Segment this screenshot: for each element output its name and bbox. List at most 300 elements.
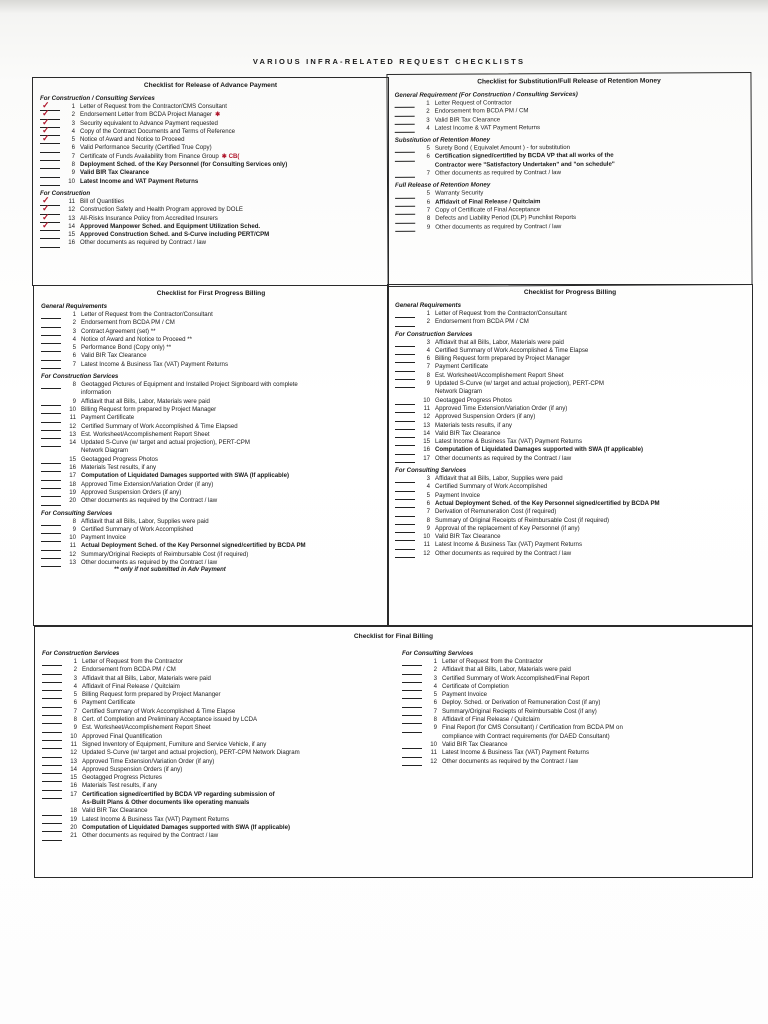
checkbox-blank-line[interactable] [40, 178, 60, 186]
checklist-item [41, 472, 388, 480]
checklist-item [395, 222, 751, 232]
item-number: 8 [426, 516, 430, 524]
item-number: 16 [69, 464, 76, 472]
checkbox-blank-line[interactable] [41, 352, 61, 360]
checklist-item [42, 724, 395, 732]
checklist-group [395, 467, 752, 558]
item-text-line: Other documents as required by the Contract / law [442, 757, 579, 765]
item-text [442, 683, 745, 691]
checkbox-blank-line[interactable] [41, 398, 61, 406]
checkbox-blank-line[interactable] [42, 675, 62, 683]
item-text [435, 533, 752, 541]
checkbox-blank-line[interactable] [395, 372, 415, 380]
item-text [435, 430, 752, 438]
item-text-line: Est. Worksheet/Accomplishement Report Sheet [435, 371, 564, 379]
item-text [435, 446, 752, 454]
item-number: 6 [426, 355, 430, 363]
item-text-line: Other documents as required by the Contract / law [81, 559, 218, 567]
item-text-line: Endorsement from BCDA PM / CM [435, 318, 529, 326]
checkbox-blank-line[interactable] [42, 708, 62, 716]
checklist-item [395, 438, 752, 446]
checklist-item [402, 708, 745, 716]
item-text-line: Other documents as required by the Contract / law [435, 549, 572, 557]
item-text [435, 318, 752, 326]
checkbox-blank-line[interactable] [395, 116, 415, 124]
checkbox-blank-line[interactable] [41, 381, 61, 389]
checklist-item [395, 310, 752, 318]
item-text-line: Affidavit that all Bills, Labor, Supplies were paid [435, 475, 563, 483]
item-text-line: Defects and Liability Period (DLP) Punchlist Reports [435, 214, 577, 222]
checklist-item [402, 666, 745, 674]
checklist-item [42, 791, 395, 808]
item-text-line: Payment Invoice [435, 491, 481, 499]
checkbox-blank-line[interactable] [395, 422, 415, 430]
handwritten-annotation: ✱ [215, 111, 221, 119]
item-text [435, 500, 752, 508]
checkbox-blank-line[interactable] [402, 658, 422, 666]
item-text [81, 456, 388, 464]
checkbox-blank-line[interactable] [41, 336, 61, 344]
item-number: 11 [423, 541, 430, 549]
checklist-item [395, 405, 752, 413]
item-text [81, 534, 388, 542]
checklist-item [41, 414, 388, 422]
item-text-line: Valid BIR Tax Clearance [435, 429, 501, 437]
checkbox-blank-line[interactable] [402, 699, 422, 707]
checkbox-blank-line[interactable] [42, 683, 62, 691]
checkbox-blank-line[interactable] [402, 724, 422, 732]
checklist-item [41, 534, 388, 542]
checkbox-blank-line[interactable] [395, 430, 415, 438]
checkbox-blank-line[interactable] [41, 456, 61, 464]
item-number: 12 [68, 206, 75, 214]
item-text [435, 405, 752, 413]
item-text [81, 423, 388, 431]
checkbox-blank-line[interactable] [41, 423, 61, 431]
checklist-group [402, 650, 745, 766]
checklist-item [40, 211, 388, 223]
item-number: 9 [426, 380, 430, 388]
checkbox-blank-line[interactable] [41, 542, 61, 550]
item-text [435, 550, 752, 558]
group-title: For Consulting Services [395, 467, 467, 475]
checkbox-blank-line[interactable] [395, 397, 415, 405]
item-number: 6 [71, 144, 75, 152]
item-text-line: Affidavit of Final Release / Quitclaim [82, 682, 180, 690]
checkbox-blank-line[interactable] [395, 500, 415, 508]
item-text [82, 774, 395, 782]
item-text [80, 136, 388, 144]
item-text [442, 691, 745, 699]
item-text [81, 381, 388, 398]
item-text-line: Warranty Security [435, 189, 484, 198]
checklist-item [41, 526, 388, 534]
checklist-item [40, 169, 388, 177]
checkbox-blank-line[interactable] [395, 215, 415, 223]
item-text [82, 716, 395, 724]
item-number: 9 [426, 524, 430, 532]
checklist-item [40, 239, 388, 247]
item-number: 4 [72, 335, 76, 343]
checkbox-blank-line[interactable] [402, 749, 422, 757]
checkbox-blank-line[interactable] [395, 363, 415, 371]
checkbox-blank-line[interactable] [402, 691, 422, 699]
checkbox-blank-line[interactable] [42, 658, 62, 666]
item-number: 11 [430, 749, 437, 757]
checklist-group [40, 95, 388, 186]
item-text [80, 215, 388, 223]
footnote: ** only if not submitted in Adv Payment [114, 567, 226, 574]
checklist-item [41, 559, 388, 567]
checkbox-blank-line[interactable] [42, 774, 62, 782]
checkbox-blank-line[interactable] [42, 824, 62, 832]
checkbox-blank-line[interactable] [395, 541, 415, 549]
checkbox-blank-line[interactable] [395, 533, 415, 541]
checkbox-blank-line[interactable] [395, 347, 415, 355]
checkbox-blank-line[interactable] [41, 489, 61, 497]
item-number: 13 [69, 430, 76, 438]
item-number: 1 [426, 310, 430, 317]
handwritten-check-icon: ✓ [42, 133, 50, 144]
checkbox-blank-line[interactable] [40, 231, 60, 239]
item-number: 9 [73, 724, 77, 732]
item-text [82, 749, 395, 757]
item-text-line: Letter of Request from the Contractor/Consultant [81, 311, 213, 318]
checkbox-blank-line[interactable] [41, 344, 61, 352]
item-text [81, 551, 388, 559]
checkbox-blank-line[interactable] [42, 766, 62, 774]
checkbox-blank-line[interactable] [395, 145, 415, 153]
scan-top-edge [0, 0, 768, 14]
item-text-line: Certified Summary of Work Accomplished [435, 483, 548, 491]
advance-payment-checklist [32, 77, 389, 286]
item-text-line: Updated S-Curve (w/ target and actual projection), PERT-CPM [81, 439, 250, 447]
checkbox-blank-line[interactable] [395, 355, 415, 363]
checkbox-blank-line[interactable] [41, 472, 61, 480]
checkbox-blank-line[interactable] [395, 438, 415, 446]
checkbox-blank-line[interactable] [40, 219, 60, 231]
item-number: 2 [426, 108, 430, 116]
item-text-line: Valid BIR Tax Clearance [82, 807, 148, 815]
item-number: 17 [69, 472, 76, 480]
group-title: General Requirement (For Construction / Consulting Services) [394, 90, 578, 99]
checkbox-blank-line[interactable] [41, 414, 61, 422]
checklist-item [40, 231, 388, 239]
item-number: 11 [69, 542, 76, 550]
checkbox-blank-line[interactable] [395, 223, 415, 231]
checklist-item [41, 361, 388, 369]
item-text [82, 658, 395, 666]
checkbox-blank-line[interactable] [41, 406, 61, 414]
checkbox-blank-line[interactable] [42, 791, 62, 799]
checkbox-blank-line[interactable] [41, 551, 61, 559]
checkbox-blank-line[interactable] [42, 666, 62, 674]
item-number: 15 [69, 455, 76, 463]
item-text [81, 344, 388, 352]
item-text-line: Contract Agreement (set) ** [81, 327, 156, 335]
checkbox-blank-line[interactable] [42, 716, 62, 724]
item-text-line: Other documents as required by the Contract / law [82, 832, 219, 840]
checkbox-blank-line[interactable] [41, 464, 61, 472]
checkbox-blank-line[interactable] [395, 310, 415, 318]
item-text [82, 675, 395, 683]
item-text-line: Certified Summary of Work Accomplished/Final Report [442, 674, 590, 682]
checkbox-blank-line[interactable] [402, 683, 422, 691]
item-text [442, 658, 745, 666]
checklist-item [40, 116, 388, 128]
checklist-item [395, 508, 752, 516]
checkbox-blank-line[interactable] [40, 153, 60, 161]
checkbox-blank-line[interactable] [395, 455, 415, 463]
item-text [81, 398, 388, 406]
checklist-item [41, 551, 388, 559]
checkbox-blank-line[interactable] [42, 691, 62, 699]
checkbox-blank-line[interactable] [395, 207, 415, 215]
item-text-line: Copy of Certificate of Final Acceptance [435, 206, 541, 214]
checkbox-blank-line[interactable] [41, 311, 61, 319]
checkbox-blank-line[interactable] [395, 198, 415, 206]
item-text-line: Affidavit that all Bills, Labor, Supplies were paid [81, 517, 209, 525]
item-text-line: Approved Time Extension/Variation Order (if any) [82, 757, 215, 765]
item-text [435, 413, 752, 421]
checkbox-blank-line[interactable] [41, 481, 61, 489]
checklist-item [395, 339, 752, 347]
checkbox-blank-line[interactable] [402, 708, 422, 716]
checklist-item [42, 683, 395, 691]
item-number: 3 [71, 119, 75, 127]
item-text-line: Final Report (for CMS Consultant) / Certification from BCDA PM on [442, 724, 623, 732]
checkbox-blank-line[interactable] [395, 413, 415, 421]
checklist-item [395, 318, 752, 326]
item-number: 4 [426, 346, 430, 354]
item-text-line: Deploy. Sched. or Derivation of Remuneration Cost (if any) [442, 699, 601, 707]
checkbox-blank-line[interactable] [395, 517, 415, 525]
item-number: 3 [72, 327, 76, 335]
item-text-line: Geotagged Pictures of Equipment and Installed Project Signboard with complete [81, 381, 298, 389]
handwritten-check-icon: ✓ [42, 211, 50, 222]
progress-billing-checklist [387, 284, 753, 626]
checkbox-blank-line[interactable] [402, 675, 422, 683]
item-number: 6 [433, 699, 437, 707]
item-text [81, 464, 388, 472]
checklist-item [395, 372, 752, 380]
checkbox-blank-line[interactable] [395, 483, 415, 491]
checkbox-blank-line[interactable] [40, 161, 60, 169]
item-text-line: Latest Income and VAT Payment Returns [80, 177, 199, 185]
checklist-item [41, 406, 388, 414]
item-number: 4 [426, 483, 430, 491]
item-number: 3 [433, 674, 437, 682]
item-text [82, 782, 395, 790]
item-text [442, 666, 745, 674]
item-text-line: Payment Certificate [435, 363, 489, 371]
checkbox-blank-line[interactable] [42, 782, 62, 790]
checkbox-blank-line[interactable] [41, 518, 61, 526]
checkbox-blank-line[interactable] [42, 807, 62, 815]
item-text-line: As-Built Plans & Other documents like operating manuals [82, 799, 250, 807]
handwritten-check-icon: ✓ [42, 116, 50, 127]
checkbox-blank-line[interactable] [42, 699, 62, 707]
item-text-line: Notice of Award and Notice to Proceed [80, 136, 185, 144]
checkbox-blank-line[interactable] [42, 749, 62, 757]
checkbox-blank-line[interactable] [395, 170, 415, 178]
item-number: 8 [426, 214, 431, 223]
item-text-line: Billing Request form prepared by Project Manager [81, 405, 217, 413]
checkbox-blank-line[interactable] [402, 758, 422, 766]
item-text [435, 525, 752, 533]
item-text-line: Security equivalent to Advance Payment requested [80, 119, 218, 127]
item-text-line: Summary/Original Reciepts of Reimbursable Cost (if any) [442, 707, 597, 715]
checkbox-blank-line[interactable] [42, 816, 62, 824]
checkbox-blank-line[interactable] [42, 741, 62, 749]
checklist-item [395, 500, 752, 508]
item-number: 15 [423, 438, 430, 446]
checkbox-blank-line[interactable] [395, 405, 415, 413]
item-text [81, 518, 388, 526]
item-text-line: All-Risks Insurance Policy from Accredited Insurers [80, 214, 218, 222]
checkbox-blank-line[interactable] [395, 525, 415, 533]
checkbox-blank-line[interactable] [41, 328, 61, 336]
checklist-item [395, 475, 752, 483]
item-text [435, 339, 752, 347]
item-number: 5 [426, 144, 430, 152]
item-number: 1 [426, 99, 430, 107]
item-number: 2 [426, 318, 430, 326]
item-text [81, 489, 388, 497]
checkbox-blank-line[interactable] [42, 724, 62, 732]
item-text-line: Letter of Request from the Contractor [82, 658, 183, 665]
item-text [81, 328, 388, 336]
checkbox-blank-line[interactable] [395, 318, 415, 326]
item-number: 10 [423, 396, 430, 404]
checkbox-blank-line[interactable] [402, 741, 422, 749]
checkbox-blank-line[interactable] [42, 832, 62, 840]
checkbox-blank-line[interactable] [42, 758, 62, 766]
item-text-line: Latest Income & Business Tax (VAT) Payment Returns [82, 815, 229, 823]
checkbox-blank-line[interactable] [395, 108, 415, 116]
checklist-item [395, 413, 752, 421]
item-number: 9 [433, 724, 437, 732]
item-text [81, 406, 388, 414]
item-text [81, 542, 388, 550]
checkbox-blank-line[interactable] [41, 534, 61, 542]
item-number: 13 [69, 559, 76, 567]
item-number: 7 [71, 152, 75, 160]
checkbox-blank-line[interactable] [395, 475, 415, 483]
checklist-group [40, 190, 388, 248]
checklist-item [42, 832, 395, 840]
checkbox-blank-line[interactable] [40, 169, 60, 177]
item-number: 1 [71, 103, 75, 110]
checkbox-blank-line[interactable] [395, 190, 415, 198]
item-text-line: Payment Certificate [82, 699, 136, 707]
checklist-item [395, 363, 752, 371]
group-title: For Consulting Services [41, 509, 113, 517]
item-text [435, 483, 752, 491]
checkbox-blank-line[interactable] [40, 133, 60, 144]
checklist-item [395, 492, 752, 500]
checklist-item [41, 489, 388, 497]
checkbox-blank-line[interactable] [402, 666, 422, 674]
group-title: Substitution of Retention Money [394, 136, 491, 145]
section-title: Checklist for Progress Billing [523, 289, 617, 296]
item-text [435, 168, 751, 178]
checklist-item [42, 766, 395, 774]
item-text [442, 708, 745, 716]
checkbox-blank-line[interactable] [42, 733, 62, 741]
checkbox-blank-line[interactable] [395, 550, 415, 558]
item-number: 12 [423, 413, 430, 421]
checkbox-blank-line[interactable] [402, 716, 422, 724]
item-text [82, 791, 395, 808]
checkbox-blank-line[interactable] [41, 497, 61, 505]
item-number: 9 [71, 169, 75, 177]
retention-money-checklist [386, 72, 752, 287]
group-title: For Consulting Services [402, 650, 474, 657]
item-number: 5 [426, 491, 430, 499]
checklist-item [42, 733, 395, 741]
item-number: 12 [69, 422, 76, 430]
item-number: 3 [73, 674, 77, 682]
item-number: 7 [426, 508, 430, 516]
checkbox-blank-line[interactable] [395, 446, 415, 454]
checklist-group [395, 135, 751, 178]
checkbox-blank-line[interactable] [395, 100, 415, 108]
group-title: General Requirements [395, 302, 462, 309]
checkbox-blank-line[interactable] [395, 153, 415, 161]
item-number: 12 [430, 757, 437, 765]
checkbox-blank-line[interactable] [395, 492, 415, 500]
checkbox-blank-line[interactable] [395, 339, 415, 347]
item-text-line: Performance Bond (Copy only) ** [81, 344, 172, 352]
item-number: 10 [430, 740, 437, 748]
checkbox-blank-line[interactable] [41, 526, 61, 534]
item-number: 6 [426, 198, 431, 206]
item-text-line: Other documents as required by Contract / law [435, 222, 562, 231]
checkbox-blank-line[interactable] [41, 319, 61, 327]
handwritten-check-icon: ✓ [42, 203, 50, 214]
handwritten-check-icon: ✓ [42, 194, 50, 205]
item-text [435, 422, 752, 430]
checkbox-blank-line[interactable] [40, 239, 60, 247]
item-text-line: Notice of Award and Notice to Proceed ** [81, 335, 192, 343]
item-text [82, 708, 395, 716]
item-number: 1 [73, 658, 77, 665]
item-text-line: Valid BIR Tax Clearance [435, 533, 501, 541]
checkbox-blank-line[interactable] [395, 380, 415, 388]
checklist-item [42, 658, 395, 666]
item-text [442, 741, 745, 749]
item-number: 6 [426, 153, 430, 161]
checkbox-blank-line[interactable] [41, 361, 61, 369]
checklist-item [40, 133, 388, 144]
checkbox-blank-line[interactable] [41, 559, 61, 567]
item-text-line: Copy of the Contract Documents and Terms of Reference [80, 127, 236, 135]
checkbox-blank-line[interactable] [40, 144, 60, 152]
checkbox-blank-line[interactable] [41, 439, 61, 447]
item-number: 11 [70, 740, 77, 748]
checkbox-blank-line[interactable] [395, 508, 415, 516]
checklist-item [42, 699, 395, 707]
item-text-line: Valid BIR Tax Clearance [80, 169, 149, 177]
item-number: 15 [70, 774, 77, 782]
checkbox-blank-line[interactable] [395, 125, 415, 133]
item-number: 4 [73, 682, 77, 690]
checkbox-blank-line[interactable] [41, 431, 61, 439]
checklist-item [41, 328, 388, 336]
group-title: For Construction Services [395, 330, 473, 338]
checklist-item [395, 123, 751, 133]
